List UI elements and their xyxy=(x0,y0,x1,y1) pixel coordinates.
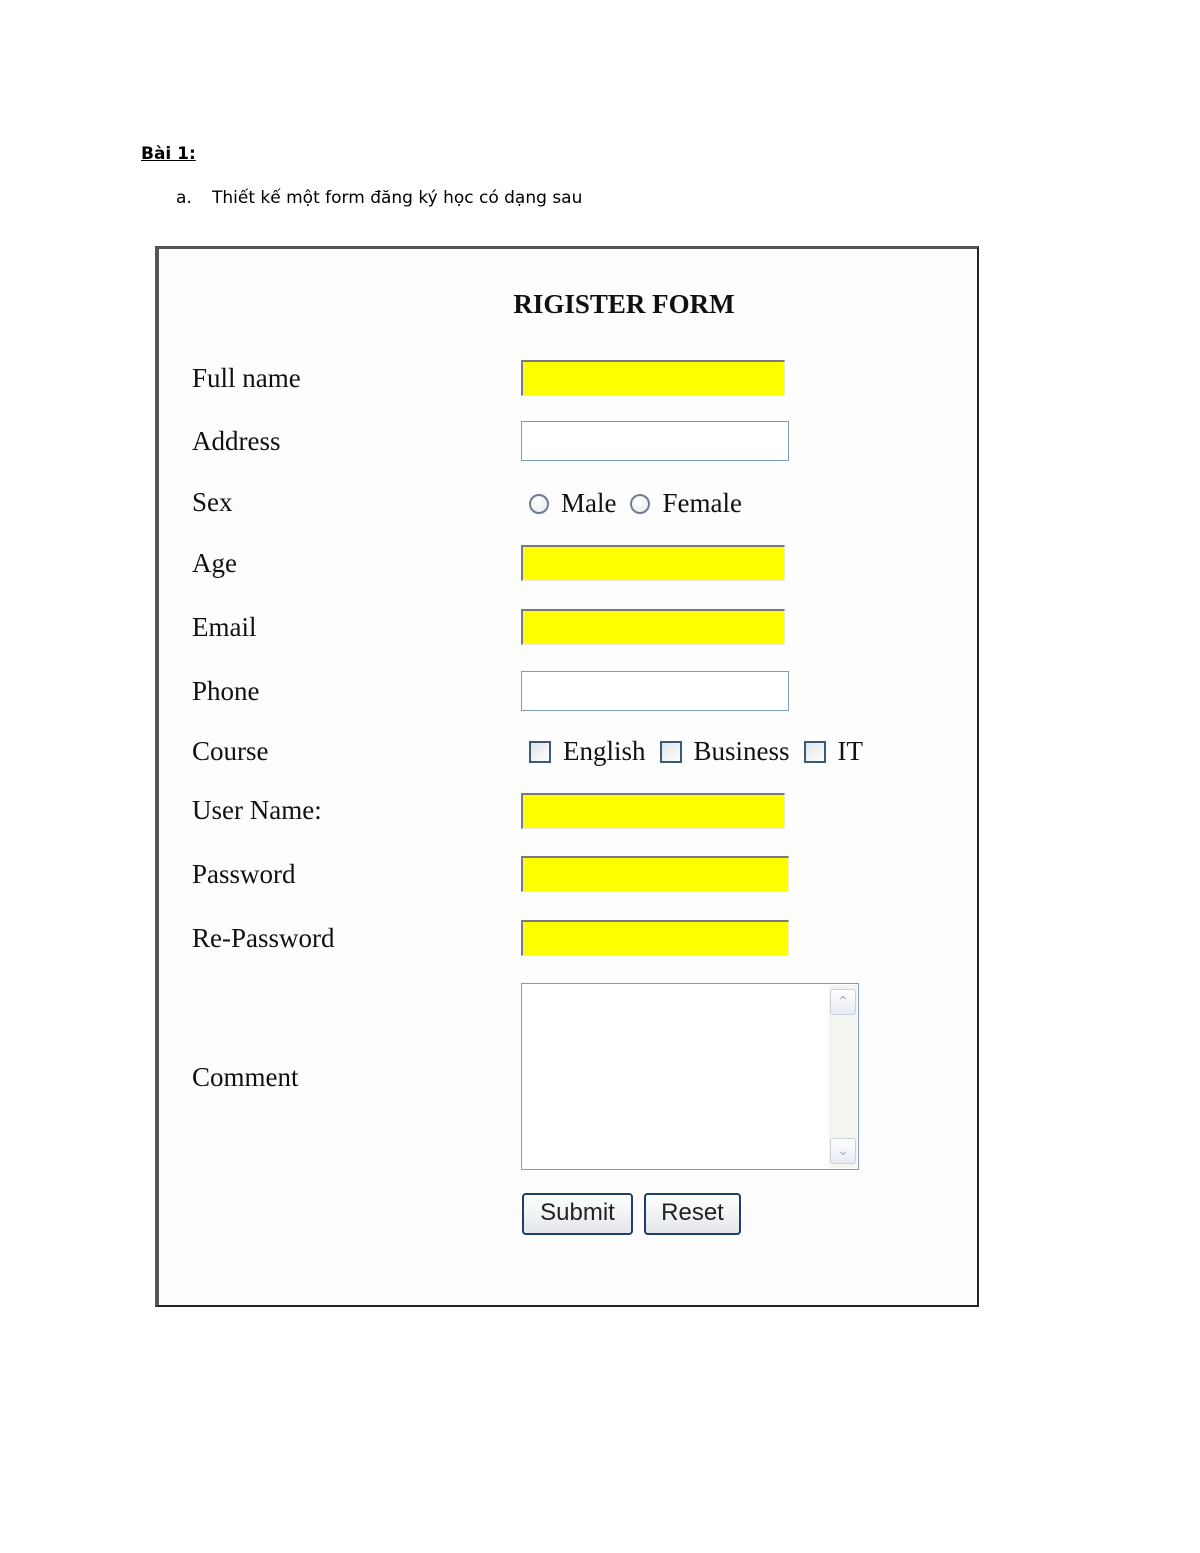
re-password-label: Re-Password xyxy=(192,923,335,953)
age-input[interactable] xyxy=(521,545,785,581)
male-label: Male xyxy=(561,488,617,518)
full-name-label: Full name xyxy=(192,363,301,393)
phone-label: Phone xyxy=(192,676,260,706)
comment-label: Comment xyxy=(192,1062,299,1092)
sex-label: Sex xyxy=(192,487,233,517)
business-checkbox[interactable] xyxy=(660,741,682,763)
email-input[interactable] xyxy=(521,609,785,645)
form-title: RIGISTER FORM xyxy=(513,289,735,319)
course-options xyxy=(529,736,877,767)
re-password-input[interactable] xyxy=(521,920,789,956)
task-text: Thiết kế một form đăng ký học có dạng sau xyxy=(212,188,583,208)
scroll-down-icon[interactable]: ⌄ xyxy=(830,1138,856,1164)
it-checkbox[interactable] xyxy=(804,741,826,763)
male-radio[interactable] xyxy=(529,494,549,514)
english-checkbox[interactable] xyxy=(529,741,551,763)
english-label: English xyxy=(563,736,646,766)
user-name-label: User Name: xyxy=(192,795,322,825)
business-label: Business xyxy=(693,736,790,766)
task-marker: a. xyxy=(176,188,192,208)
exercise-heading: Bài 1: xyxy=(141,144,196,164)
sex-options xyxy=(529,488,756,519)
password-label: Password xyxy=(192,859,296,889)
address-input[interactable] xyxy=(521,421,789,461)
female-radio[interactable] xyxy=(630,494,650,514)
comment-scrollbar[interactable] xyxy=(829,985,857,1168)
register-form xyxy=(155,246,979,1307)
task-item xyxy=(176,188,582,208)
it-label: IT xyxy=(837,736,864,766)
age-label: Age xyxy=(192,548,237,578)
user-name-input[interactable] xyxy=(521,793,785,829)
address-label: Address xyxy=(192,426,281,456)
password-input[interactable] xyxy=(521,856,789,892)
email-label: Email xyxy=(192,612,257,642)
reset-button[interactable]: Reset xyxy=(644,1193,741,1235)
scroll-up-icon[interactable]: ⌃ xyxy=(830,989,856,1015)
submit-button[interactable]: Submit xyxy=(522,1193,633,1235)
course-label: Course xyxy=(192,736,269,766)
female-label: Female xyxy=(662,488,742,518)
full-name-input[interactable] xyxy=(521,360,785,396)
phone-input[interactable] xyxy=(521,671,789,711)
comment-textarea[interactable] xyxy=(521,983,859,1170)
